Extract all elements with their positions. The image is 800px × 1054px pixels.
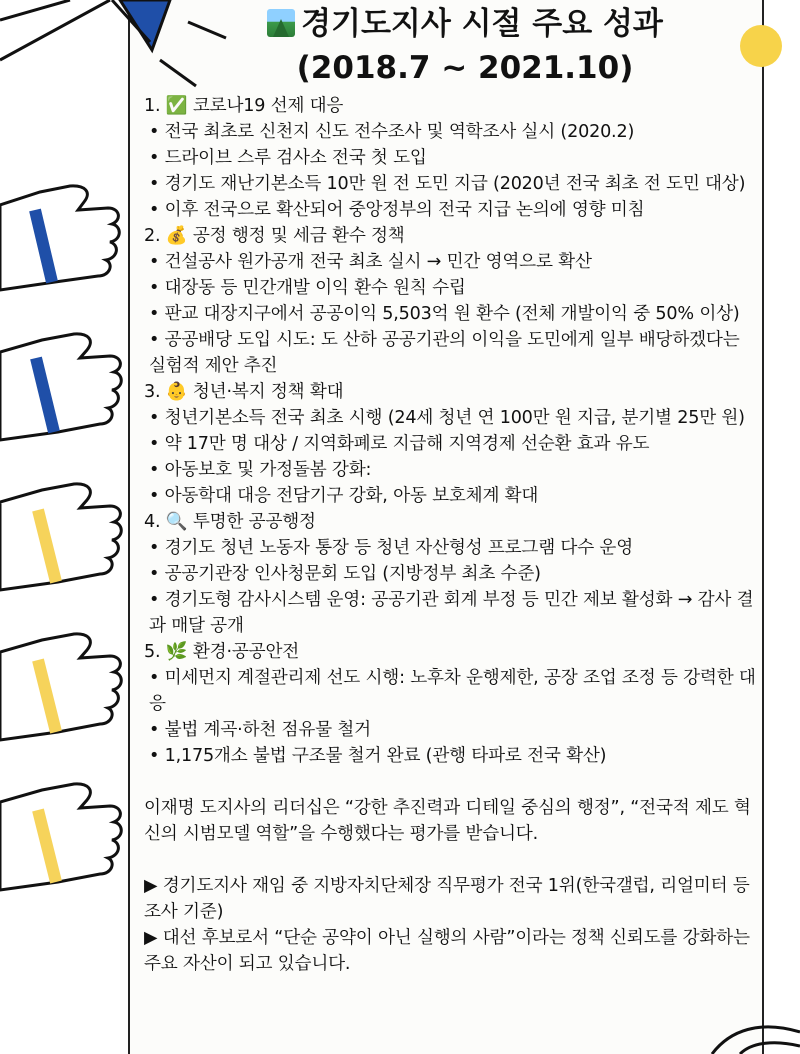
list-item: • 대장동 등 민간개발 이익 환수 원칙 수립 — [149, 278, 466, 298]
list-item: • 청년기본소득 전국 최초 시행 (24세 청년 연 100만 원 지급, 분기별 25만 원) — [149, 408, 745, 428]
list-item: • 약 17만 명 대상 / 지역화폐로 지급해 지역경제 선순환 효과 유도 — [149, 434, 650, 454]
thumbs-up-icon — [0, 784, 121, 890]
section-environment-safety — [144, 639, 760, 769]
title-line-2: (2018.7 ~ 2021.10) — [296, 50, 634, 86]
list-item: • 전국 최초로 신천지 신도 전수조사 및 역학조사 실시 (2020.2) — [149, 122, 635, 142]
list-item: • 공공기관장 인사청문회 도입 (지방정부 최초 수준) — [149, 564, 541, 584]
list-item: • 아동학대 대응 전담기구 강화, 아동 보호체계 확대 — [149, 486, 539, 506]
corner-swirl-icon — [712, 1027, 800, 1054]
section-heading: 3. 👶 청년·복지 정책 확대 — [144, 382, 344, 402]
list-item: • 아동보호 및 가정돌봄 강화: — [149, 460, 372, 480]
list-item: • 미세먼지 계절관리제 선도 시행: 노후차 운행제한, 공장 조업 조정 등 강력한 대응 — [149, 668, 756, 714]
list-item: • 경기도 재난기본소득 10만 원 전 도민 지급 (2020년 전국 최초 전 도민 대상) — [149, 174, 746, 194]
list-item: • 이후 전국으로 확산되어 중앙정부의 전국 지급 논의에 영향 미침 — [149, 200, 645, 220]
section-transparent-admin — [144, 509, 760, 639]
section-youth-welfare — [144, 379, 760, 509]
section-fair-admin — [144, 223, 760, 379]
thumbs-up-icon — [0, 634, 121, 740]
list-item: • 공공배당 도입 시도: 도 산하 공공기관의 이익을 도민에게 일부 배당하겠다는 실험적 제안 추진 — [149, 330, 740, 376]
list-item: • 경기도형 감사시스템 운영: 공공기관 회계 부정 등 민간 제보 활성화 → 감사 결과 매달 공개 — [149, 590, 754, 636]
section-covid — [144, 93, 760, 223]
list-item: • 불법 계곡·하천 점유물 철거 — [149, 720, 371, 740]
note-item: ▶ 경기도지사 재임 중 지방자치단체장 직무평가 전국 1위(한국갤럽, 리얼미터 등 조사 기준) — [144, 876, 750, 922]
note-item: ▶ 대선 후보로서 “단순 공약이 아닌 실행의 사람”이라는 정책 신뢰도를 강화하는 주요 자산이 되고 있습니다. — [144, 928, 750, 974]
achievement-list — [144, 93, 760, 977]
thumbs-up-icon — [0, 484, 121, 590]
thumbs-up-icon — [0, 186, 119, 290]
section-heading: 2. 💰 공정 행정 및 세금 환수 정책 — [144, 226, 405, 246]
list-item: • 1,175개소 불법 구조물 철거 완료 (관행 타파로 전국 확산) — [149, 746, 607, 766]
list-item: • 판교 대장지구에서 공공이익 5,503억 원 환수 (전체 개발이익 중 50% 이상) — [149, 304, 740, 324]
megaphone-icon — [0, 0, 226, 86]
summary-paragraph: 이재명 도지사의 리더십은 “강한 추진력과 디테일 중심의 행정”, “전국적 제도 혁신의 시범모델 역할”을 수행했다는 평가를 받습니다. — [144, 798, 751, 844]
section-heading: 4. 🔍 투명한 공공행정 — [144, 512, 316, 532]
list-item: • 드라이브 스루 검사소 전국 첫 도입 — [149, 148, 427, 168]
landscape-icon — [267, 9, 295, 37]
title-line-1: 경기도지사 시절 주요 성과 — [301, 6, 663, 42]
list-item: • 경기도 청년 노동자 통장 등 청년 자산형성 프로그램 다수 운영 — [149, 538, 633, 558]
list-item: • 건설공사 원가공개 전국 최초 실시 → 민간 영역으로 확산 — [149, 252, 592, 272]
section-heading: 5. 🌿 환경·공공안전 — [144, 642, 300, 662]
page-title — [200, 2, 730, 90]
section-heading: 1. ✅ 코로나19 선제 대응 — [144, 96, 344, 116]
thumbs-up-icon — [0, 334, 121, 440]
sun-decoration — [740, 25, 782, 67]
